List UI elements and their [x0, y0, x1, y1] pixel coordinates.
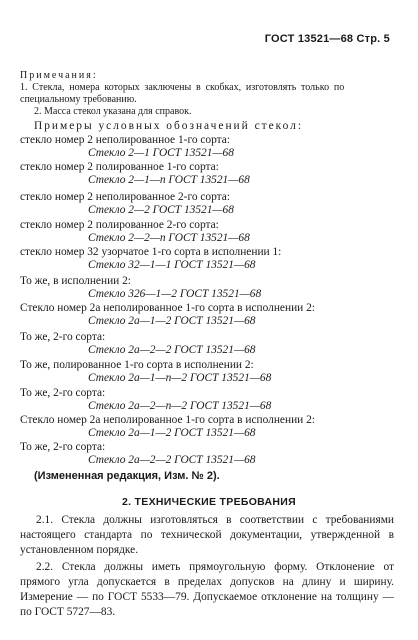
example-desc: стекло номер 2 неполированное 1-го сорта:	[20, 134, 231, 146]
example-desc: стекло номер 32 узорчатое 1-го сорта в исполнении 1:	[20, 246, 282, 258]
example-desc: То же, 2-го сорта:	[20, 331, 106, 343]
notes-title: Примечания:	[20, 70, 98, 81]
page-header: ГОСТ 13521—68 Стр. 5	[264, 33, 390, 45]
examples-title: Примеры условных обозначений стекол:	[34, 120, 304, 132]
example-desc: То же, полированное 1-го сорта в исполнении 2:	[20, 359, 254, 371]
example-desc: стекло номер 2 неполированное 2-го сорта:	[20, 191, 231, 203]
example-desc: Стекло номер 2а неполированное 1-го сорта в исполнении 2:	[20, 302, 315, 314]
paragraph-2-2: 2.2. Стекла должны иметь прямоугольную форму. Отклонение от прямого угла допускается в пределах допусков на длину и ширину. Измерение — по ГОСТ 5533—79. Допускаемое отклонение на толщину — по ГОСТ 5727—83.	[20, 561, 394, 618]
section-title: 2. ТЕХНИЧЕСКИЕ ТРЕБОВАНИЯ	[121, 496, 297, 508]
example-code: Стекло 2а—2—2 ГОСТ 13521—68	[88, 344, 256, 356]
example-code: Стекло 2а—1—п—2 ГОСТ 13521—68	[88, 372, 272, 384]
example-desc: То же, в исполнении 2:	[20, 275, 131, 287]
examples-edition-note: (Измененная редакция, Изм. № 2).	[34, 470, 220, 482]
notes-item-2: 2. Масса стекол указана для справок.	[34, 106, 192, 117]
example-code: Стекло 2а—1—2 ГОСТ 13521—68	[88, 427, 256, 439]
example-code: Стекло 2а—2—п—2 ГОСТ 13521—68	[88, 400, 272, 412]
example-code: Стекло 2а—2—2 ГОСТ 13521—68	[88, 454, 256, 466]
example-desc: То же, 2-го сорта:	[20, 387, 106, 399]
example-desc: То же, 2-го сорта:	[20, 441, 106, 453]
example-code: Стекло 2—2—п ГОСТ 13521—68	[88, 232, 250, 244]
notes-item-1-line-1: 1. Стекла, номера которых заключены в скобках, изготовлять только по	[20, 82, 345, 93]
example-code: Стекло 32—1—1 ГОСТ 13521—68	[88, 259, 256, 271]
example-code: Стекло 2—1—п ГОСТ 13521—68	[88, 174, 250, 186]
example-desc: стекло номер 2 полированное 2-го сорта:	[20, 219, 219, 231]
example-desc: Стекло номер 2а неполированное 1-го сорта в исполнении 2:	[20, 414, 315, 426]
example-code: Стекло 326—1—2 ГОСТ 13521—68	[88, 288, 262, 300]
example-desc: стекло номер 2 полированное 1-го сорта:	[20, 161, 219, 173]
example-code: Стекло 2—1 ГОСТ 13521—68	[88, 147, 234, 159]
paragraph-2-1: 2.1. Стекла должны изготовляться в соответствии с требованиями настоящего стандарта по технической документации, утвержденной в установленном порядке.	[20, 514, 394, 556]
example-code: Стекло 2—2 ГОСТ 13521—68	[88, 204, 234, 216]
example-code: Стекло 2а—1—2 ГОСТ 13521—68	[88, 315, 256, 327]
notes-item-1-line-2: специальному требованию.	[20, 94, 137, 105]
